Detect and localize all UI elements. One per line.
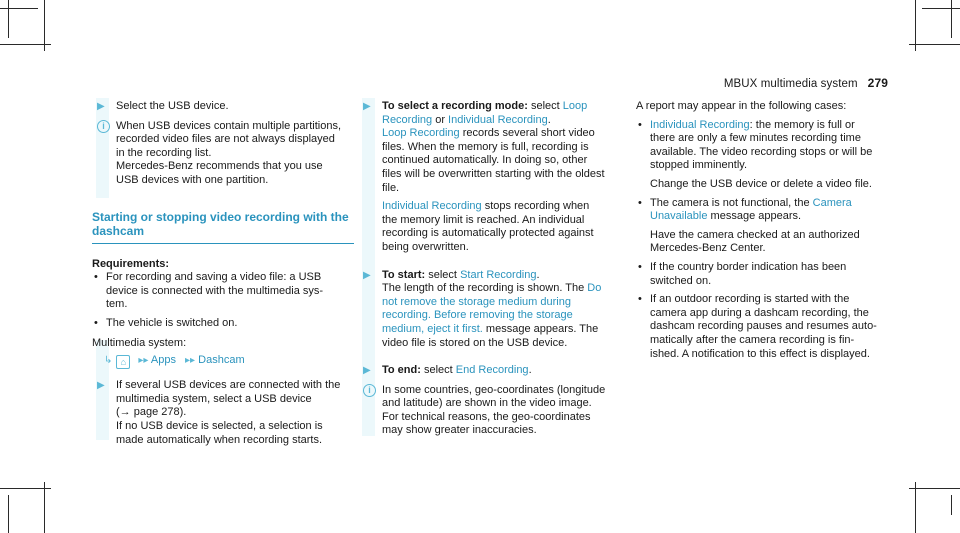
page-header (724, 77, 888, 92)
text-line: Change the USB device or delete a video file. (650, 177, 872, 190)
menu-path (92, 354, 354, 369)
step (358, 100, 620, 255)
note-line: For technical reasons, the geo-coordinates (382, 410, 591, 423)
text-line: recording is automatically protected against (382, 227, 594, 240)
crop-mark (922, 8, 960, 9)
text: stops recording when (484, 200, 590, 213)
step-arrow-icon: ▶ (363, 269, 371, 281)
note-line: Mercedes-Benz recommends that you use (116, 160, 323, 173)
requirements-title: Requirements: (92, 257, 170, 270)
text: : the memory is full or (749, 118, 855, 131)
text-line: • For recording and saving a video file: a USB (106, 271, 322, 284)
text-line: ished. A notification to this effect is displayed. (650, 347, 870, 360)
text-line: files will be overwritten starting with the oldest (382, 167, 605, 180)
crop-mark (951, 495, 952, 515)
note-line: When USB devices contain multiple partitions, (116, 119, 341, 132)
crop-mark (909, 488, 960, 489)
info-icon: i (97, 120, 110, 133)
text-line: continued automatically. In doing so, other (382, 154, 588, 167)
text-line: file. (382, 181, 400, 194)
requirement-item (92, 317, 354, 331)
chevron-right-icon: ▸▸ (138, 355, 149, 367)
requirement-item (92, 271, 354, 312)
step-text: Select the USB device. (116, 100, 229, 112)
text: . (536, 268, 540, 281)
option-individual: Individual Recording (650, 118, 750, 131)
text-line: video file is stored on the USB device. (382, 336, 568, 349)
text: select (530, 100, 560, 112)
crop-mark (951, 0, 952, 38)
step-arrow-icon: ▶ (97, 380, 105, 392)
crop-mark (915, 0, 916, 51)
text: or (435, 113, 445, 126)
page-number: 279 (867, 76, 888, 90)
case-item (636, 261, 898, 288)
crop-mark (44, 0, 45, 51)
text-line: • If an outdoor recording is started with the (650, 293, 850, 306)
text-line: device is connected with the multimedia sys- (106, 284, 324, 297)
text-line: made automatically when recording starts. (116, 433, 323, 446)
home-icon: ⌂ (116, 355, 130, 369)
text-line: being overwritten. (382, 240, 469, 253)
crop-mark (44, 482, 45, 533)
option-loop: Loop (562, 100, 588, 112)
section-heading (92, 210, 354, 244)
column-2 (358, 100, 620, 444)
message-text: recording. Before removing the storage (382, 309, 573, 322)
case-item (636, 293, 898, 361)
text: select (423, 364, 453, 377)
text-line: stopped imminently. (650, 159, 748, 172)
info-icon: i (363, 384, 376, 397)
step-arrow-icon: ▶ (363, 365, 371, 377)
text-line: (→ page 278). (116, 406, 187, 419)
note-line: may show greater inaccuracies. (382, 424, 537, 437)
note-line: In some countries, geo-coordinates (longitude (382, 383, 606, 396)
text-line: • The vehicle is switched on. (106, 316, 238, 329)
note-line: and latitude) are shown in the video image. (382, 397, 592, 410)
message-text: Do (587, 282, 602, 295)
case-item (636, 197, 898, 256)
text-line: there are only a few minutes recording time (650, 132, 861, 145)
text: . (547, 113, 551, 126)
step (92, 100, 354, 114)
text-line: dashcam recording pauses and resumes auto- (650, 320, 877, 333)
path-return-icon: ↳ (104, 355, 113, 367)
header-title: MBUX multimedia system (723, 78, 858, 90)
info-note (358, 384, 620, 438)
step-arrow-icon: ▶ (97, 101, 105, 112)
option-individual: Individual Recording (382, 200, 482, 213)
text-line: If several USB devices are connected with the (116, 379, 341, 392)
message-text: medium, eject it first. (382, 322, 483, 335)
text: message appears. (710, 210, 802, 223)
step-label: To select a recording mode: (382, 100, 528, 112)
text: The length of the recording is shown. The (382, 282, 585, 295)
option-loop: Recording (382, 113, 433, 126)
message-text: not remove the storage medium during (382, 295, 571, 308)
step-label: To end: (382, 364, 421, 377)
text-line: If no USB device is selected, a selection is (116, 419, 323, 432)
text-line: multimedia system, select a USB device (116, 392, 312, 405)
end-recording-option: End Recording (455, 364, 529, 377)
text: The camera is not functional, the (650, 196, 810, 209)
menu-path-title: Multimedia system: (92, 336, 187, 349)
heading-line: Starting or stopping video recording with the (92, 209, 349, 224)
text-line: the memory limit is reached. An individual (382, 213, 585, 226)
text-line: available. The video recording stops or will be (650, 145, 873, 158)
message-text: Unavailable (650, 210, 708, 223)
column-3 (636, 100, 898, 366)
step-label: To start: (382, 268, 426, 281)
text-line: Mercedes-Benz Center. (650, 242, 766, 255)
message-text: Camera (812, 196, 852, 209)
note-line: USB devices with one partition. (116, 173, 269, 186)
note-line: in the recording list. (116, 146, 212, 159)
start-recording-option: Start Recording (460, 268, 537, 281)
step-arrow-icon: ▶ (363, 101, 371, 112)
crop-mark (909, 44, 960, 45)
text-line: • If the country border indication has been (650, 260, 847, 273)
option-loop: Loop Recording (382, 127, 460, 140)
text-line: tem. (106, 298, 128, 311)
text-line: camera app during a dashcam recording, the (650, 306, 869, 319)
path-dashcam: Dashcam (198, 354, 245, 367)
option-individual: Individual Recording (448, 113, 548, 126)
text-line: Have the camera checked at an authorized (650, 228, 860, 241)
path-apps: Apps (150, 354, 176, 367)
step (358, 364, 620, 378)
intro-text: A report may appear in the following cases: (636, 100, 847, 112)
text-line: files. When the memory is full, recording is (382, 140, 589, 153)
chevron-right-icon: ▸▸ (185, 355, 196, 367)
case-item (636, 119, 898, 192)
text: records several short video (462, 127, 595, 140)
crop-mark (8, 0, 9, 38)
column-1 (92, 100, 354, 453)
info-note (92, 120, 354, 188)
text: message appears. The (485, 322, 599, 335)
text-line: matically after the camera recording is fin- (650, 333, 855, 346)
step (358, 269, 620, 351)
text: . (528, 364, 532, 377)
crop-mark (915, 482, 916, 533)
text-line: switched on. (650, 274, 712, 287)
heading-line: dashcam (92, 223, 145, 238)
crop-mark (0, 8, 38, 9)
text: select (428, 268, 457, 281)
note-line: recorded video files are not always displayed (116, 133, 335, 146)
crop-mark (8, 495, 9, 533)
step (92, 379, 354, 447)
